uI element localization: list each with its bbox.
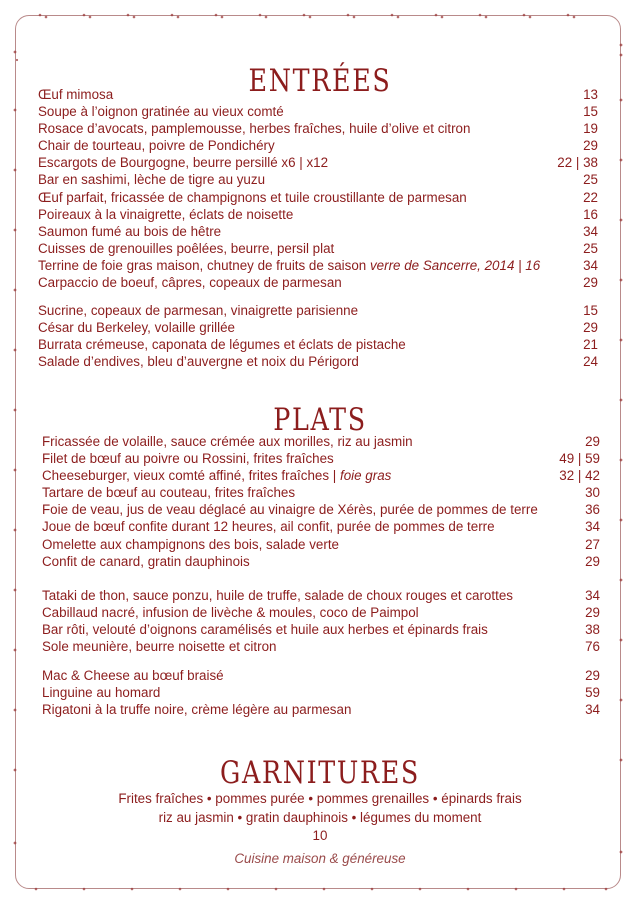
item-name: Bar rôti, velouté d’oignons caramélisés et huile aux herbes et épinards frais	[42, 622, 488, 638]
item-price: 29	[583, 320, 598, 336]
section-title-plats: PLATS	[273, 401, 367, 438]
item-name: Omelette aux champignons des bois, salade verte	[42, 536, 339, 552]
item-price: 38	[585, 622, 600, 638]
garnitures-line-2: riz au jasmin • gratin dauphinois • légumes du moment	[158, 809, 482, 825]
menu-item	[38, 223, 598, 240]
item-name: Œuf parfait, fricassée de champignons et tuile croustillante de parmesan	[38, 189, 467, 205]
menu-item	[42, 701, 600, 718]
item-name: Cheeseburger, vieux comté affiné, frites fraîches |	[42, 468, 337, 484]
menu-item	[38, 154, 598, 171]
item-price: 19	[583, 121, 598, 137]
item-price: 34	[585, 702, 600, 718]
item-name: Soupe à l’oignon gratinée au vieux comté	[38, 104, 284, 120]
item-price: 22	[583, 189, 598, 205]
item-price: 15	[583, 303, 598, 318]
menu-item	[42, 638, 600, 655]
item-name: Saumon fumé au bois de hêtre	[38, 223, 222, 239]
section-title-garnitures: GARNITURES	[220, 754, 420, 791]
entrees-list	[38, 86, 598, 291]
tagline: Cuisine maison & généreuse	[234, 850, 406, 866]
item-name: Carpaccio de boeuf, câpres, copeaux de parmesan	[38, 275, 342, 291]
section-title-entrees: ENTRÉES	[248, 62, 392, 99]
menu-item	[38, 103, 598, 120]
item-name: Fricassée de volaille, sauce crémée aux morilles, riz au jasmin	[42, 434, 413, 449]
menu-item	[42, 667, 600, 684]
item-price: 49 | 59	[559, 451, 600, 467]
pasta-list	[42, 667, 600, 718]
menu-item	[42, 501, 600, 518]
item-name: Sole meunière, beurre noisette et citron	[42, 639, 277, 655]
menu-item	[38, 240, 598, 257]
item-price: 32 | 42	[559, 468, 600, 484]
item-name: Foie de veau, jus de veau déglacé au vinaigre de Xérès, purée de pommes de terre	[42, 502, 538, 518]
plats-list	[42, 433, 600, 570]
menu-item	[42, 484, 600, 501]
item-name: Bar en sashimi, lèche de tigre au yuzu	[38, 172, 266, 188]
menu-item	[42, 467, 600, 484]
fish-list	[42, 587, 600, 655]
item-price: 15	[583, 104, 598, 120]
item-name: Linguine au homard	[42, 685, 161, 701]
menu-item	[42, 621, 600, 638]
item-name: Joue de bœuf confite durant 12 heures, ail confit, purée de pommes de terre	[42, 519, 495, 535]
menu-item	[42, 518, 600, 535]
menu-item	[38, 171, 598, 188]
item-name: Mac & Cheese au bœuf braisé	[42, 668, 224, 683]
item-name: César du Berkeley, volaille grillée	[38, 320, 235, 336]
garnitures-line-1: Frites fraîches • pommes purée • pommes grenailles • épinards frais	[118, 791, 522, 806]
menu-item	[38, 120, 598, 137]
item-price: 27	[585, 536, 600, 552]
item-price: 76	[585, 639, 600, 655]
item-name: Rosace d’avocats, pamplemousse, herbes fraîches, huile d’olive et citron	[38, 121, 471, 137]
garnitures-price: 10	[312, 828, 328, 843]
item-price: 25	[583, 172, 598, 188]
item-name: Poireaux à la vinaigrette, éclats de noisette	[38, 206, 294, 222]
item-name: Tataki de thon, sauce ponzu, huile de truffe, salade de choux rouges et carottes	[42, 588, 513, 603]
item-price: 29	[583, 275, 598, 291]
item-price: 30	[585, 485, 600, 501]
item-price: 25	[583, 240, 598, 256]
menu-item	[42, 536, 600, 553]
menu-item	[38, 86, 598, 103]
menu-item	[38, 137, 598, 154]
item-price: 29	[585, 553, 600, 569]
menu-item	[42, 587, 600, 604]
menu-item	[42, 604, 600, 621]
item-name: Filet de bœuf au poivre ou Rossini, frites fraîches	[42, 451, 334, 467]
menu-item	[38, 257, 598, 274]
item-price: 29	[585, 605, 600, 621]
item-option: foie gras	[340, 468, 392, 484]
item-name: Chair de tourteau, poivre de Pondichéry	[38, 138, 275, 154]
menu-item	[42, 553, 600, 570]
item-name: Tartare de bœuf au couteau, frites fraîches	[42, 485, 296, 501]
item-name: Salade d’endives, bleu d’auvergne et noix du Périgord	[38, 354, 359, 370]
item-price: 16	[583, 206, 598, 222]
item-name: Burrata crémeuse, caponata de légumes et éclats de pistache	[38, 337, 406, 353]
item-price: 34	[585, 519, 600, 535]
item-name: Escargots de Bourgogne, beurre persillé x6 | x12	[38, 155, 329, 171]
item-name: Cabillaud nacré, infusion de livèche & moules, coco de Paimpol	[42, 605, 419, 621]
item-name: Sucrine, copeaux de parmesan, vinaigrette parisienne	[38, 303, 359, 318]
item-price: 24	[583, 354, 598, 370]
garnitures-block	[0, 790, 640, 868]
menu-item	[38, 336, 598, 353]
item-name: Confit de canard, gratin dauphinois	[42, 553, 250, 569]
item-price: 59	[585, 685, 600, 701]
item-price: 34	[583, 257, 598, 273]
item-price: 22 | 38	[557, 155, 598, 171]
menu-item	[38, 319, 598, 336]
item-price: 29	[583, 138, 598, 154]
salads-list	[38, 302, 598, 370]
menu-item	[38, 206, 598, 223]
item-name: Œuf mimosa	[38, 87, 114, 102]
item-name: Rigatoni à la truffe noire, crème légère au parmesan	[42, 702, 352, 718]
menu-item	[42, 433, 600, 450]
menu-item	[38, 274, 598, 291]
item-price: 29	[585, 434, 600, 449]
menu-item	[42, 684, 600, 701]
item-price: 21	[583, 337, 598, 353]
menu-item	[42, 450, 600, 467]
menu-item	[38, 189, 598, 206]
item-price: 34	[583, 223, 598, 239]
item-name: Terrine de foie gras maison, chutney de fruits de saison	[38, 257, 367, 273]
item-price: 34	[585, 588, 600, 603]
item-price: 13	[583, 87, 598, 102]
menu-item	[38, 302, 598, 319]
item-price: 36	[585, 502, 600, 518]
item-name: Cuisses de grenouilles poêlées, beurre, persil plat	[38, 240, 335, 256]
item-price: 29	[585, 668, 600, 683]
menu-item	[38, 353, 598, 370]
wine-pairing: verre de Sancerre, 2014 | 16	[369, 257, 541, 273]
